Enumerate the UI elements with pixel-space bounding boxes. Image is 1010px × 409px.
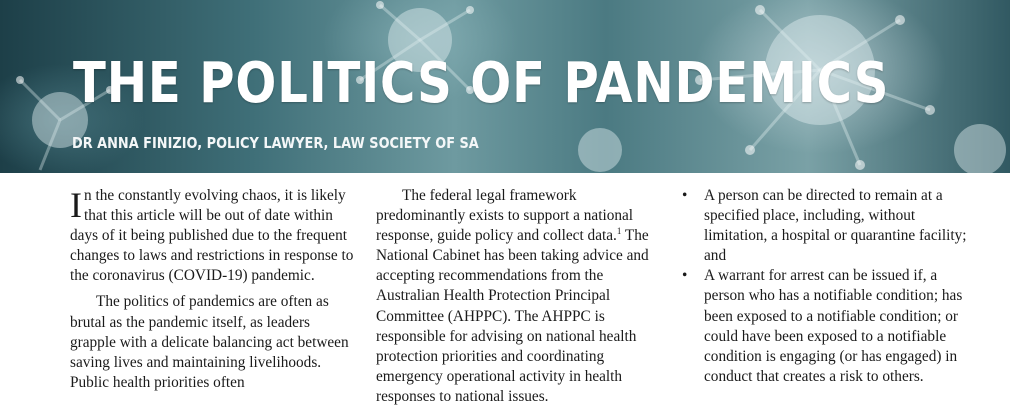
drop-cap: I: [70, 185, 82, 225]
article-column-2: [376, 186, 664, 407]
bullet-icon: •: [682, 267, 688, 285]
bullet-list: [682, 186, 972, 387]
page-title: THE POLITICS OF PANDEMICS: [73, 51, 890, 116]
list-item-text: A warrant for arrest can be issued if, a person who has a notifiable condition; has been exposed to a notifiable condition; or could have been exposed to a notifiable condition is engaging (or has engaged) in conduct that creates a risk to others.: [704, 267, 963, 385]
bullet-icon: •: [682, 187, 688, 204]
article-column-1: [70, 186, 358, 393]
article-column-3: [682, 186, 972, 387]
list-item: [682, 266, 972, 387]
paragraph-text: The federal legal framework predominantly exists to support a national response, guide policy and collect data.: [376, 187, 634, 245]
list-item: [682, 186, 972, 266]
paragraph-text: The National Cabinet has been taking advice and accepting recommendations from the Australian Health Protection Principal Committee (AHPPC). The AHPPC is responsible for advising on national health protection priorities and coordinating emergency operational activity in health responses to national issues.: [376, 227, 649, 405]
article-paragraph: [376, 186, 664, 407]
article-paragraph: [70, 186, 358, 286]
author-byline: DR ANNA FINIZIO, POLICY LAWYER, LAW SOCIETY OF SA: [72, 134, 479, 152]
article-paragraph: The politics of pandemics are often as brutal as the pandemic itself, as leaders grapple with a delicate balancing act between saving lives and maintaining livelihoods. Public health priorities often: [70, 293, 349, 391]
footnote-ref: 1: [616, 226, 622, 237]
list-item-text: A person can be directed to remain at a specified place, including, without limitation, a hospital or quarantine facility; and: [704, 187, 967, 265]
header-banner: [0, 0, 1010, 173]
paragraph-text: n the constantly evolving chaos, it is likely that this article will be out of date within days of it being published due to the frequent changes to laws and restrictions in response to the coronavirus (COVID-19) pandemic.: [70, 187, 354, 285]
